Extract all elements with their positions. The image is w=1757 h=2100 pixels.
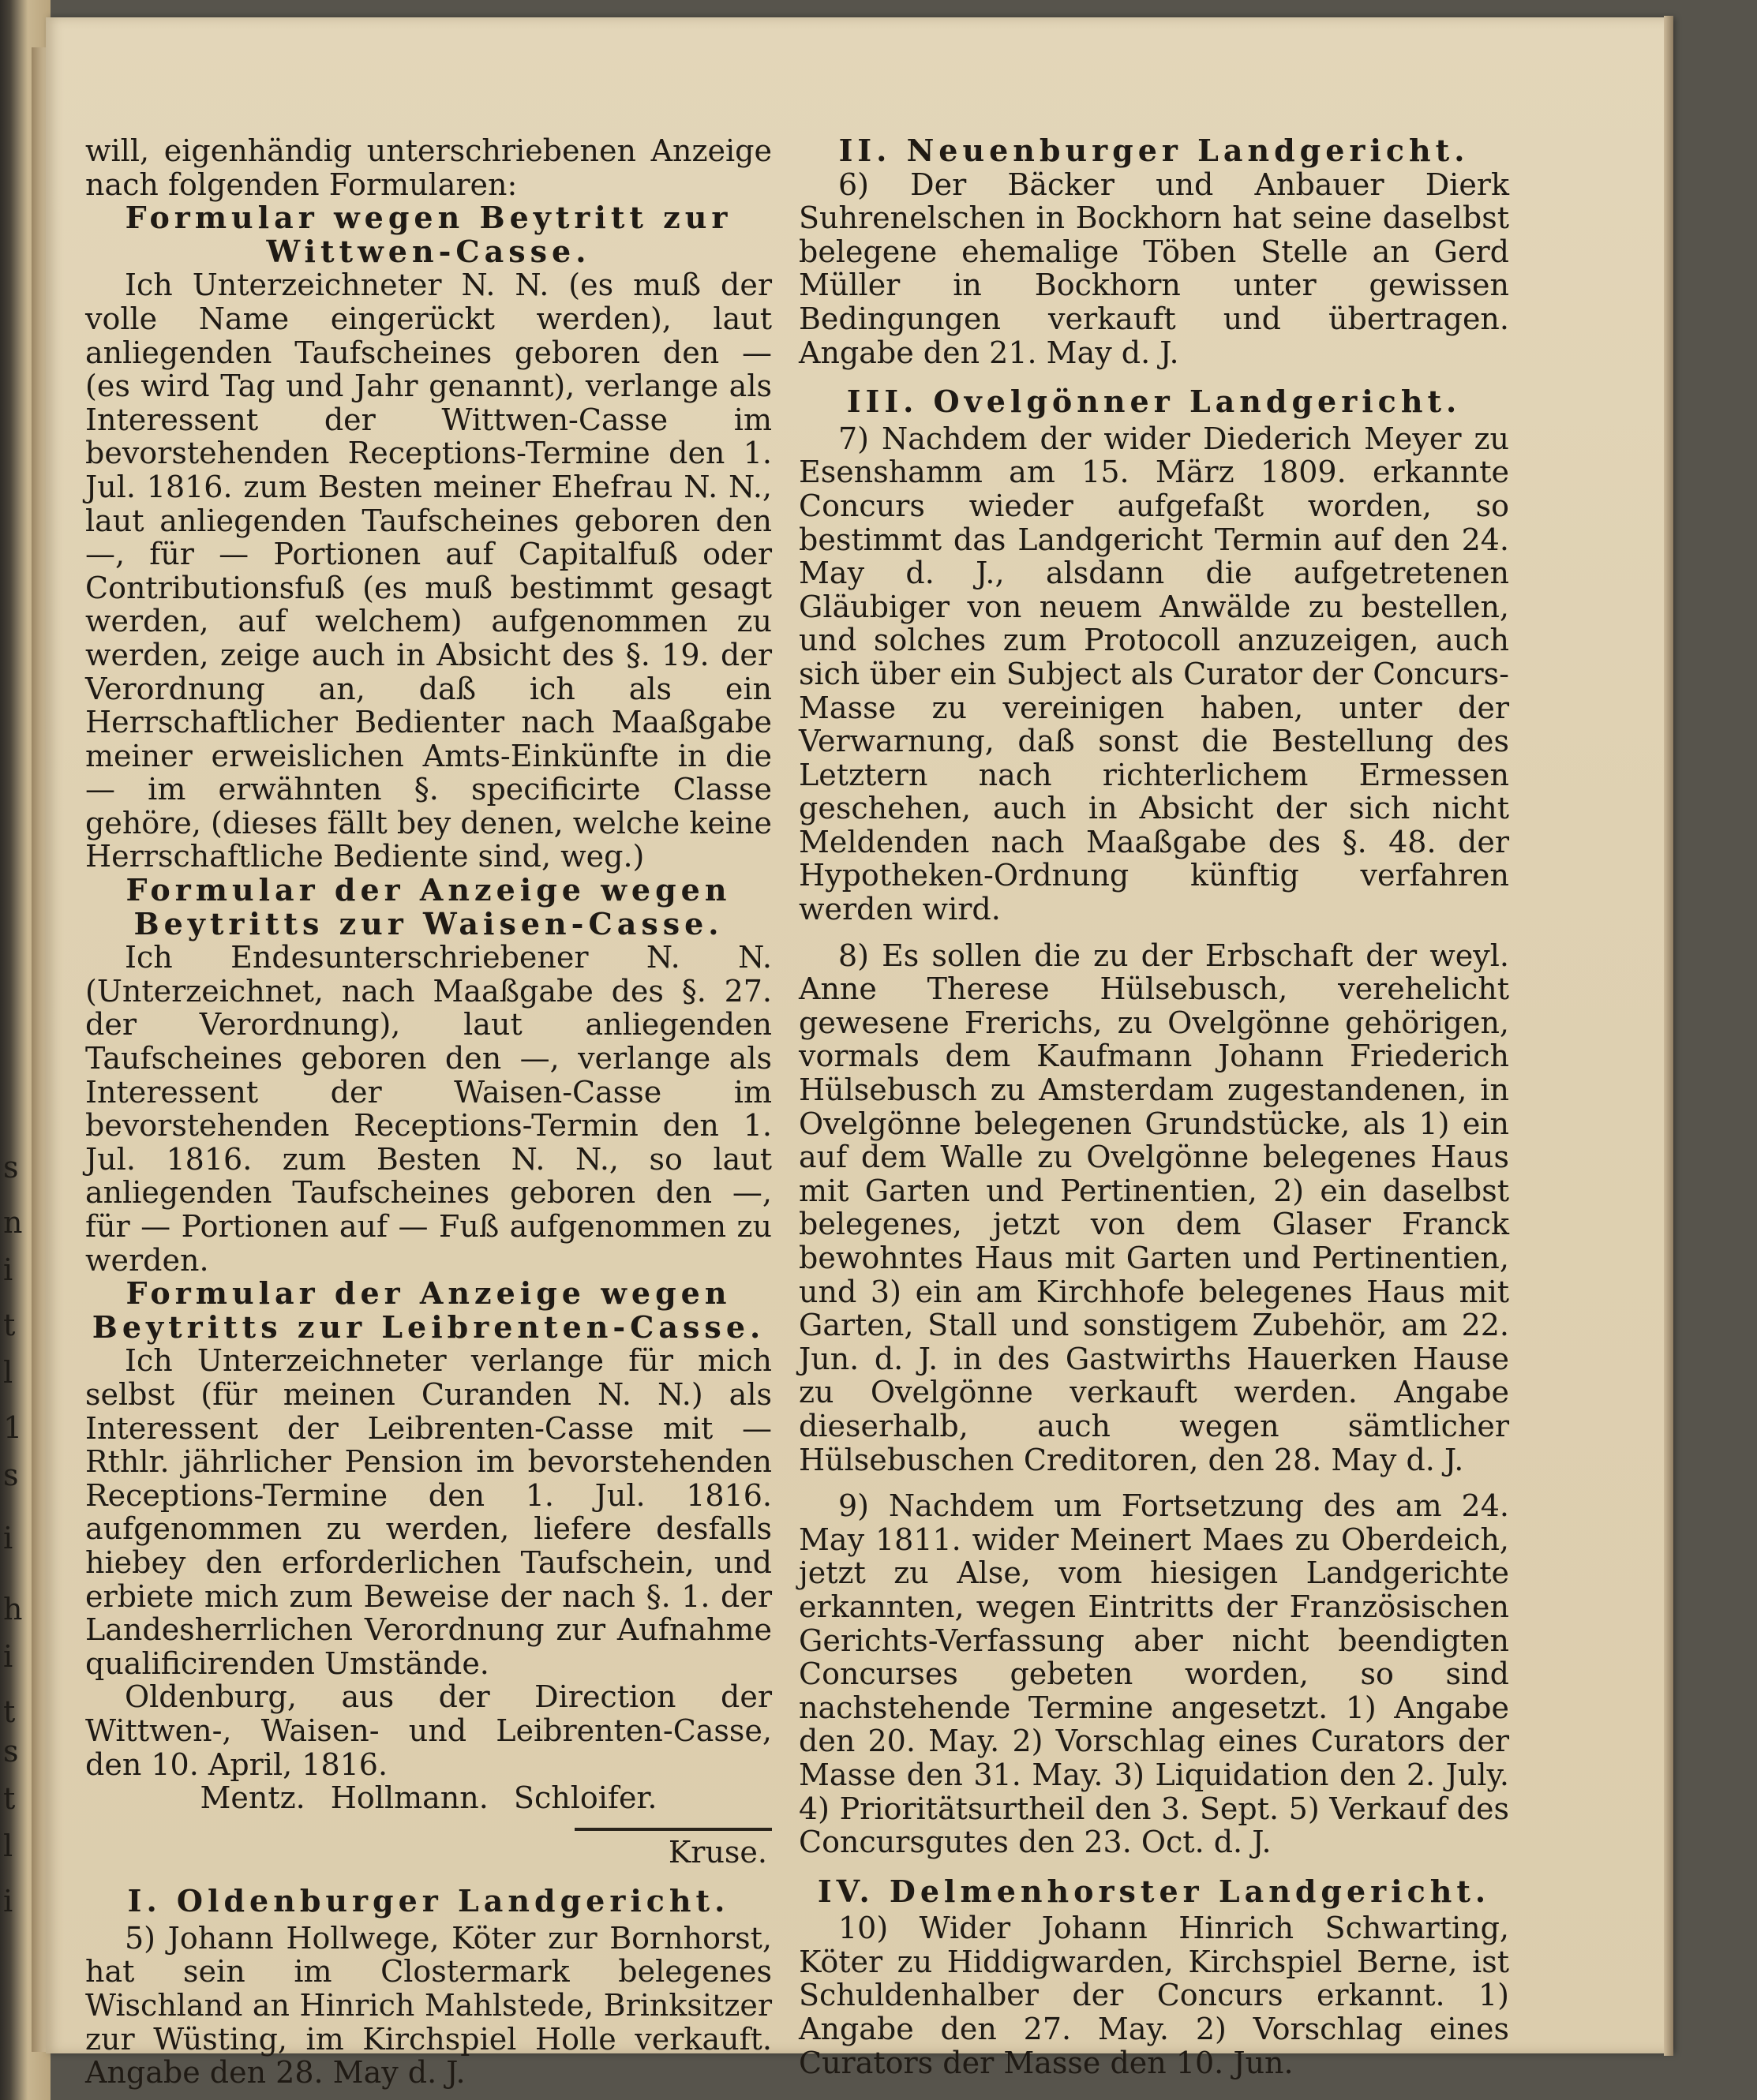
margin-mark: i xyxy=(3,1639,13,1674)
signatures: Mentz. Hollmann. Schloifer. xyxy=(200,1780,657,1816)
closing-text: Oldenburg, aus der Direction der Wittwen-, Waisen- und Leibrenten-Casse, den 10. April, 1816. xyxy=(85,1679,772,1782)
paragraph-gap xyxy=(799,1477,1509,1489)
left-column xyxy=(85,134,772,2090)
margin-mark: l xyxy=(3,1355,13,1390)
right-column xyxy=(799,134,1509,2079)
formular2-text: Ich Endesunterschriebener N. N. (Unterzeichnet, nach Maaßgabe des §. 27. der Verordnung), laut anliegenden Taufscheines geboren den —, verlange als Interessent der Waisen-Casse im bevorstehenden Receptions-Termin den 1. Jul. 1816. zum Besten N. N., so laut anliegenden Taufscheines geboren den —, für — Portionen auf — Fuß aufgenommen zu werden. xyxy=(85,940,772,1278)
margin-mark: t xyxy=(3,1781,16,1816)
margin-mark: h xyxy=(3,1592,23,1626)
section1-heading: I. Oldenburger Landgericht. xyxy=(127,1883,730,1919)
page-fore-edge xyxy=(1664,16,1673,2056)
section3-heading: III. Ovelgönner Landgericht. xyxy=(846,384,1462,420)
signature-rule xyxy=(575,1828,772,1831)
item8-text: 8) Es sollen die zu der Erbschaft der weyl. Anne Therese Hülsebusch, verehelicht gewesene Frerichs, zu Ovelgönne gehörigen, vormals dem Kaufmann Johann Friederich Hülsebusch zu Amsterdam zugestandenen, in Ovelgönne belegenen Grundstücke, als 1) ein auf dem Walle zu Ovelgönne belegenes Haus mit Garten und Pertinentien, 2) ein daselbst belegenes, jetzt von dem Glaser Franck bewohntes Haus mit Garten und Pertinentien, und 3) ein am Kirchhofe belegenes Haus mit Garten, Stall und sonstigem Zubehör, am 22. Jun. d. J. in des Gastwirths Hauerken Hause zu Ovelgönne verkauft werden. Angabe dieserhalb, auch wegen sämtlicher Hülsebuschen Creditoren, den 28. May d. J. xyxy=(799,938,1509,1477)
signature-last: Kruse. xyxy=(668,1834,767,1870)
formular3-heading: Formular der Anzeige wegen Beytritts zur Leibrenten-Casse. xyxy=(92,1275,766,1345)
intro-text: will, eigenhändig unterschriebenen Anzeige nach folgenden Formularen: xyxy=(85,133,772,202)
margin-mark: n xyxy=(3,1205,23,1240)
section2-heading: II. Neuenburger Landgericht. xyxy=(838,133,1470,168)
margin-mark: s xyxy=(3,1458,19,1492)
formular3-text: Ich Unterzeichneter verlange für mich selbst (für meinen Curanden N. N.) als Interessent der Leibrenten-Casse mit — Rthlr. jährlicher Pension im bevorstehenden Receptions-Termine den 1. Jul. 1816. aufgenommen zu werden, liefere desfalls hiebey den erforderlichen Taufschein, und erbiete mich zum Beweise der nach §. 1. der Landesherrlichen Verordnung zur Aufnahme qualificirenden Umstände. xyxy=(85,1343,772,1681)
formular2-heading: Formular der Anzeige wegen Beytritts zur Waisen-Casse. xyxy=(126,872,732,941)
item6-text: 6) Der Bäcker und Anbauer Dierk Suhrenelschen in Bockhorn hat seine daselbst belegene ehemalige Töben Stelle an Gerd Müller in Bockhorn unter gewissen Bedingungen verkauft und übertragen. Angabe den 21. May d. J. xyxy=(799,167,1509,370)
facing-page-fragments xyxy=(0,0,32,2100)
formular1-text: Ich Unterzeichneter N. N. (es muß der volle Name eingerückt werden), laut anliegenden Taufscheines geboren den — (es wird Tag und Jahr genannt), verlange als Interessent der Wittwen-Casse im bevorstehenden Receptions-Termine den 1. Jul. 1816. zum Besten meiner Ehefrau N. N., laut anliegenden Taufscheines geboren den —, für — Portionen auf Capitalfuß oder Contributionsfuß (es muß bestimmt gesagt werden, auf welchem) aufgenommen zu werden, zeige auch in Absicht des §. 19. der Verordnung an, daß ich als ein Herrschaftlicher Bedienter nach Maaßgabe meiner erweislichen Amts-Einkünfte in die — im erwähnten §. specificirte Classe gehöre, (dieses fällt bey denen, welche keine Herrschaftliche Bediente sind, weg.) xyxy=(85,268,772,874)
item9-text: 9) Nachdem um Fortsetzung des am 24. May 1811. wider Meinert Maes zu Oberdeich, jetzt zu Alse, vom hiesigen Landgerichte erkannten, wegen Eintritts der Französischen Gerichts-Verfassung aber nicht beendigten Concurses gebeten worden, so sind nachstehende Termine angesetzt. 1) Angabe den 20. May. 2) Vorschlag eines Curators der Masse den 31. May. 3) Liquidation den 2. July. 4) Prioritätsurtheil den 3. Sept. 5) Verkauf des Concursgutes den 23. Oct. d. J. xyxy=(799,1488,1509,1860)
formular1-heading: Formular wegen Beytritt zur Wittwen-Casse. xyxy=(125,200,732,269)
margin-mark: i xyxy=(3,1884,13,1918)
margin-mark: i xyxy=(3,1252,13,1287)
margin-mark: 1 xyxy=(3,1410,23,1445)
margin-mark: s xyxy=(3,1734,19,1769)
margin-mark: t xyxy=(3,1694,16,1729)
margin-mark: i xyxy=(3,1521,13,1555)
margin-mark: s xyxy=(3,1150,19,1185)
item10-text: 10) Wider Johann Hinrich Schwarting, Köter zu Hiddigwarden, Kirchspiel Berne, ist Schuldenhalber der Concurs erkannt. 1) Angabe den 27. May. 2) Vorschlag eines Curators der Masse den 10. Jun. xyxy=(799,1911,1509,2080)
margin-mark: t xyxy=(3,1308,16,1342)
item5-text: 5) Johann Hollwege, Köter zur Bornhorst, hat sein im Clostermark belegenes Wischland an Hinrich Mahlstede, Brinksitzer zur Wüsting, im Kirchspiel Holle verkauft. Angabe den 28. May d. J. xyxy=(85,1920,772,2091)
item7-text: 7) Nachdem der wider Diederich Meyer zu Esenshamm am 15. März 1809. erkannte Concurs wieder aufgefaßt worden, so bestimmt das Landgericht Termin auf den 24. May d. J., alsdann die aufgetretenen Gläubiger von neuem Anwälde zu bestellen, und solches zum Protocoll anzuzeigen, auch sich über ein Subject als Curator der Concurs-Masse zu vereinigen haben, unter der Verwarnung, daß sonst die Bestellung des Letztern nach richterlichem Ermessen geschehen, auch in Absicht der sich nicht Meldenden nach Maaßgabe des §. 48. der Hypotheken-Ordnung künftig verfahren werden wird. xyxy=(799,421,1509,927)
margin-mark: l xyxy=(3,1829,13,1863)
paragraph-gap xyxy=(799,926,1509,939)
section4-heading: IV. Delmenhorster Landgericht. xyxy=(817,1873,1491,1909)
